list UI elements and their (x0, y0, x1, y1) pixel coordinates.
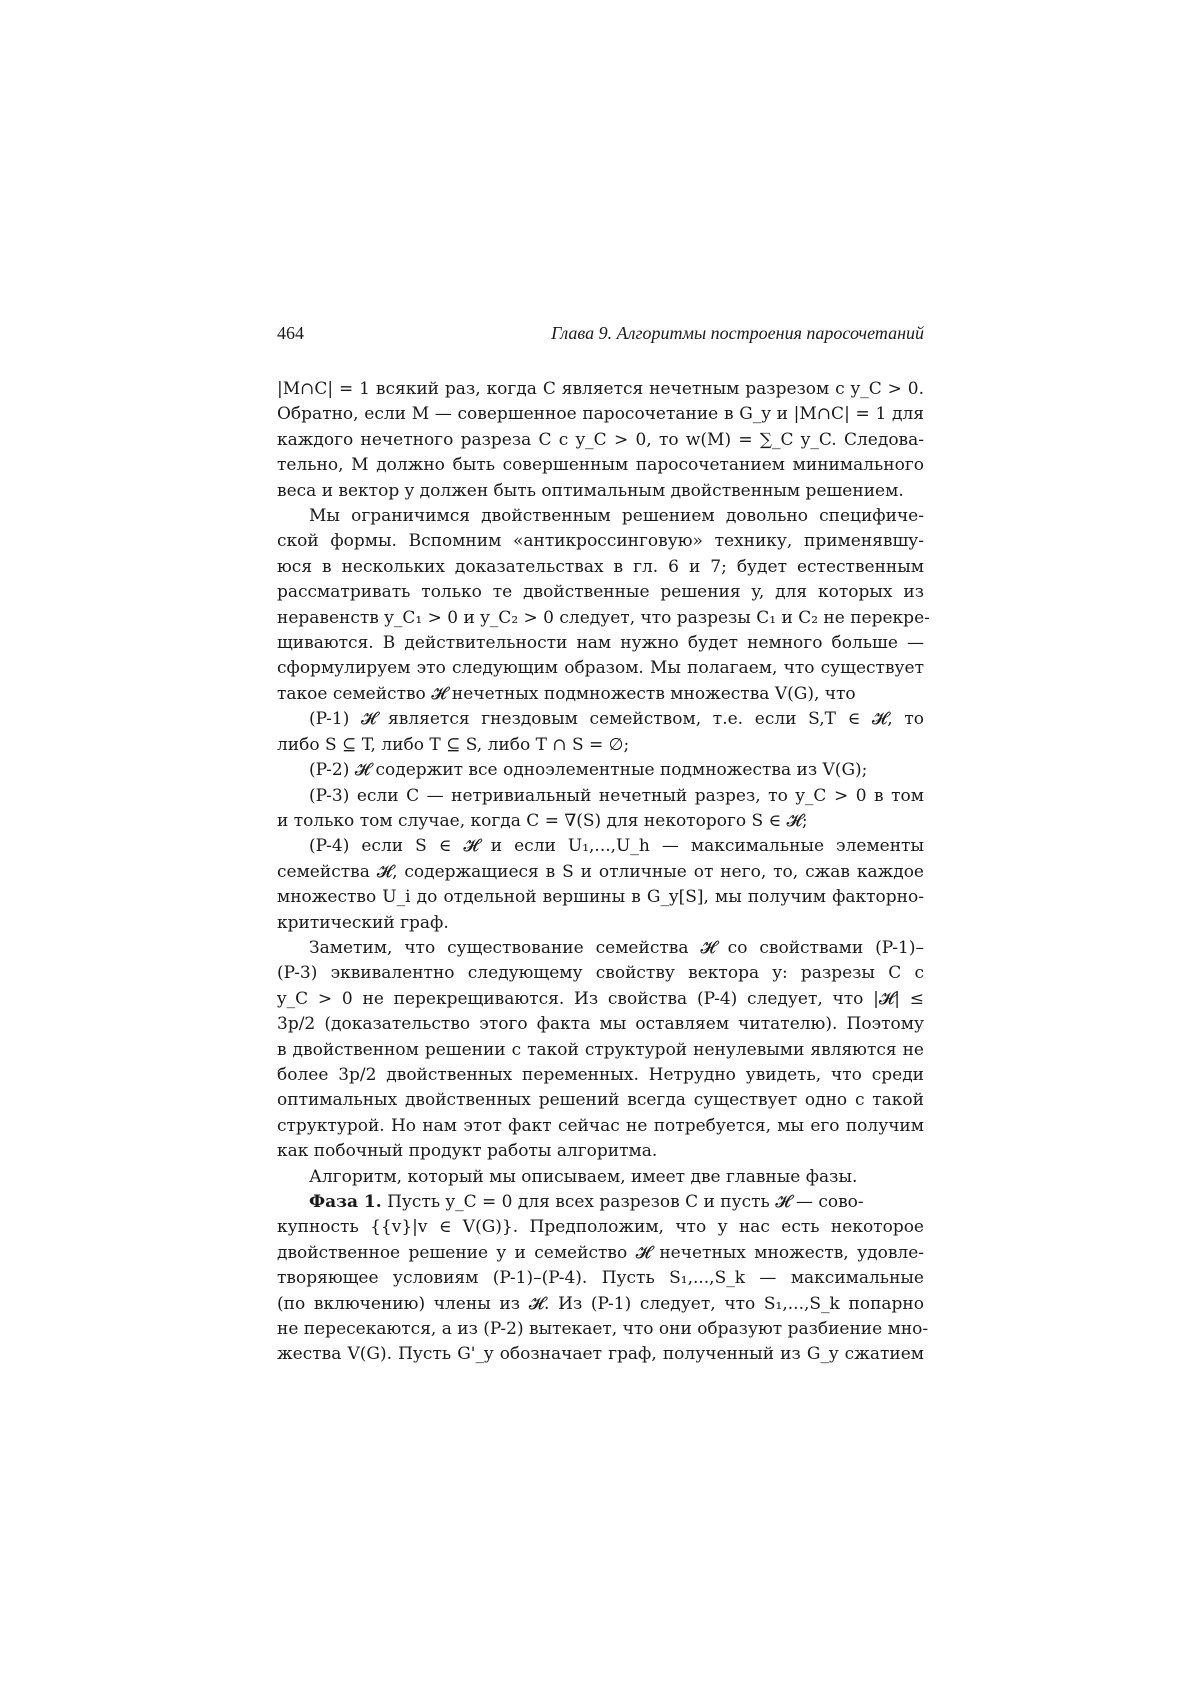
text-line: каждого нечетного разреза C с y_C > 0, то w(M) = ∑_C y_C. Следова- (277, 429, 924, 450)
text-line: двойственное решение y и семейство 𝓗 нечетных множеств, удовле- (277, 1242, 924, 1263)
text-line: такое семейство 𝓗 нечетных подмножеств множества V(G), что (277, 683, 856, 704)
text-line: не пересекаются, а из (P-2) вытекает, что они образуют разбиение мно- (277, 1319, 929, 1340)
text-line: более 3p/2 двойственных переменных. Нетрудно увидеть, что среди (277, 1064, 924, 1085)
text-line: рассматривать только те двойственные решения y, для которых из (277, 582, 924, 603)
running-title: Глава 9. Алгоритмы построения паросочетаний (551, 323, 924, 343)
text-line: структурой. Но нам этот факт сейчас не потребуется, мы его получим (277, 1115, 924, 1136)
text-line: множество U_i до отдельной вершины в G_y[S], мы получим факторно- (277, 887, 924, 908)
text-line: y_C > 0 не перекрещиваются. Из свойства (P-4) следует, что |𝓗| ≤ (277, 988, 924, 1009)
text-line: (P-3) если C — нетривиальный нечетный разрез, то y_C > 0 в том (309, 785, 924, 806)
text-line: оптимальных двойственных решений всегда существует одно с такой (277, 1090, 924, 1111)
text-line: веса и вектор y должен быть оптимальным двойственным решением. (277, 480, 904, 501)
text-line: Алгоритм, который мы описываем, имеет две главные фазы. (309, 1166, 858, 1187)
text-line: Заметим, что существование семейства 𝓗 со свойствами (P-1)– (309, 937, 924, 958)
text-line: либо S ⊆ T, либо T ⊆ S, либо T ∩ S = ∅; (277, 734, 630, 755)
text-line: (P-2) 𝓗 содержит все одноэлементные подмножества из V(G); (309, 760, 868, 781)
text-line: ской формы. Вспомним «антикроссинговую» технику, применявшу- (277, 531, 924, 552)
text-line: (по включению) члены из 𝓗. Из (P-1) следует, что S₁,...,S_k попарно (277, 1293, 924, 1314)
text-line: как побочный продукт работы алгоритма. (277, 1141, 658, 1162)
text-line: (P-3) эквивалентно следующему свойству вектора y: разрезы C с (277, 963, 924, 984)
phase-text: Пусть y_C = 0 для всех разрезов C и пусть 𝓗 — сово- (381, 1192, 864, 1212)
text-line: в двойственном решении с такой структурой ненулевыми являются не (277, 1039, 924, 1060)
phase-label: Фаза 1. (309, 1192, 382, 1212)
text-line: семейства 𝓗, содержащиеся в S и отличные от него, то, сжав каждое (277, 861, 924, 882)
text-line: и только том случае, когда C = ∇(S) для некоторого S ∈ 𝓗; (277, 810, 808, 831)
text-line: Мы ограничимся двойственным решением довольно специфиче- (309, 506, 924, 527)
text-line: (P-4) если S ∈ 𝓗 и если U₁,...,U_h — максимальные элементы (309, 836, 924, 857)
text-line: юся в нескольких доказательствах в гл. 6 и 7; будет естественным (277, 556, 924, 577)
text-line: критический граф. (277, 912, 449, 933)
text-line: (P-1) 𝓗 является гнездовым семейством, т.е. если S,T ∈ 𝓗, то (309, 709, 924, 730)
text-line: неравенств y_C₁ > 0 и y_C₂ > 0 следует, что разрезы C₁ и C₂ не перекре- (277, 607, 930, 628)
body-text (277, 377, 930, 1368)
text-line: сформулируем это следующим образом. Мы полагаем, что существует (277, 658, 924, 679)
text-line: Обратно, если M — совершенное паросочетание в G_y и |M∩C| = 1 для (277, 404, 924, 425)
text-line: тельно, M должно быть совершенным паросочетанием минимального (277, 455, 924, 476)
text-line: 3p/2 (доказательство этого факта мы оставляем читателю). Поэтому (277, 1014, 924, 1035)
text-line: творяющее условиям (P-1)–(P-4). Пусть S₁,...,S_k — максимальные (277, 1268, 924, 1289)
page-number: 464 (277, 323, 304, 343)
text-line (277, 1190, 924, 1215)
text-line: щиваются. В действительности нам нужно будет немного больше — (277, 633, 924, 654)
text-line: |M∩C| = 1 всякий раз, когда C является нечетным разрезом с y_C > 0. (277, 379, 924, 399)
text-line: жества V(G). Пусть G'_y обозначает граф, полученный из G_y сжатием (277, 1344, 924, 1365)
text-line: купность {{v}|v ∈ V(G)}. Предположим, что у нас есть некоторое (277, 1217, 924, 1238)
